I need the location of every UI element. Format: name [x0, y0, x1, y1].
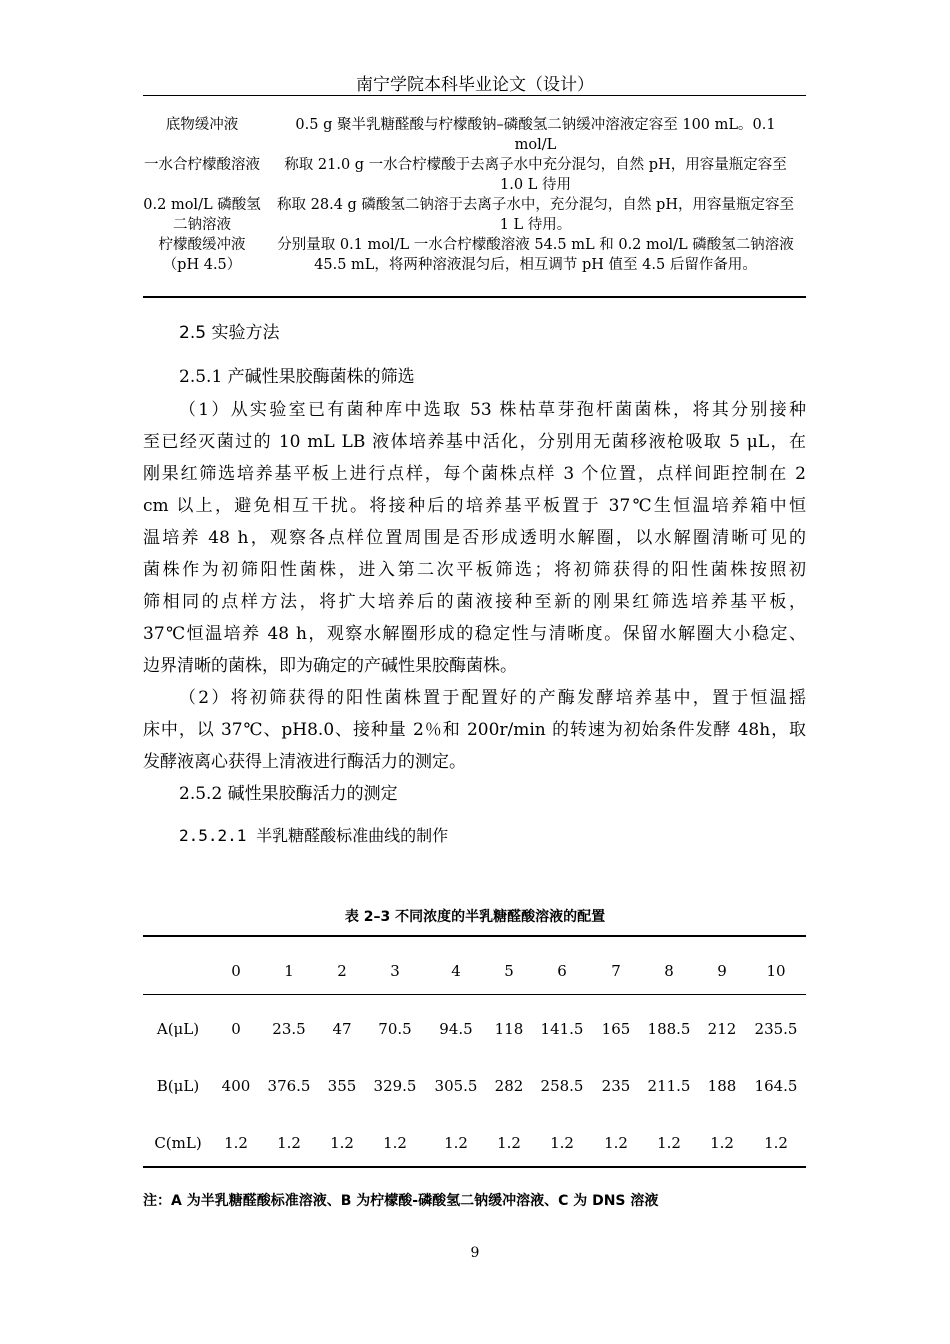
table-cell: 0 — [231, 1020, 241, 1038]
reagent-desc: 称取 28.4 g 磷酸氢二钠溶于去离子水中，充分混匀，自然 pH，用容量瓶定容至 1 L 待用。 — [277, 197, 794, 233]
table-cell: 1.2 — [330, 1134, 354, 1152]
header-rule — [143, 95, 806, 96]
subsection-heading: 2.5.1 产碱性果胶酶菌株的筛选 — [179, 367, 415, 387]
table-cell: 1.2 — [383, 1134, 407, 1152]
column-header: 2 — [337, 962, 347, 980]
column-header: 0 — [231, 962, 241, 980]
column-header: 10 — [766, 962, 786, 980]
table-bottom-rule — [143, 1166, 806, 1168]
reagent-table — [143, 115, 806, 275]
paragraph-line: 至已经灭菌过的 10 mL LB 液体培养基中活化，分别用无菌移液枪吸取 5 μL，在 — [143, 432, 806, 452]
table-cell: 1.2 — [497, 1134, 521, 1152]
reagent-desc: 分别量取 0.1 mol/L 一水合柠檬酸溶液 54.5 mL 和 0.2 mol/L 磷酸氢二钠溶液 45.5 mL，将两种溶液混匀后，相互调节 pH 值至 4.5 后留作备用。 — [277, 237, 794, 273]
column-header: 9 — [717, 962, 727, 980]
reagent-desc: 0.5 g 聚半乳糖醛酸与柠檬酸钠–磷酸氢二钠缓冲溶液定容至 100 mL。0.1 mol/L — [295, 117, 776, 153]
paragraph-line: 床中，以 37℃、pH8.0、接种量 2％和 200r/min 的转速为初始条件发酵 48h，取 — [143, 720, 806, 740]
table-row — [143, 235, 806, 275]
section-heading: 2.5 实验方法 — [179, 323, 280, 343]
table-cell: 329.5 — [373, 1077, 417, 1095]
reagent-name: 柠檬酸缓冲液（pH 4.5） — [158, 237, 246, 273]
table-cell: 188 — [707, 1077, 737, 1095]
table-cell: 118 — [494, 1020, 524, 1038]
reagent-name: 0.2 mol/L 磷酸氢二钠溶液 — [143, 197, 261, 233]
paragraph-line: 温培养 48 h，观察各点样位置周围是否形成透明水解圈，以水解圈清晰可见的 — [143, 528, 806, 548]
table-cell: 258.5 — [540, 1077, 584, 1095]
table-cell: 355 — [327, 1077, 357, 1095]
table-row — [143, 195, 806, 235]
table-cell: 235.5 — [754, 1020, 798, 1038]
table-cell: 400 — [221, 1077, 251, 1095]
paragraph-line: 边界清晰的菌株，即为确定的产碱性果胶酶菌株。 — [143, 656, 517, 676]
table-top-rule — [143, 935, 806, 937]
paragraph-line: 筛相同的点样方法，将扩大培养后的菌液接种至新的刚果红筛选培养基平板， — [143, 592, 806, 612]
table-cell: 1.2 — [604, 1134, 628, 1152]
row-label: A(μL) — [156, 1020, 200, 1038]
table-cell: 23.5 — [272, 1020, 306, 1038]
column-header: 4 — [451, 962, 461, 980]
column-header: 6 — [557, 962, 567, 980]
column-header: 7 — [611, 962, 621, 980]
table-cell: 1.2 — [710, 1134, 734, 1152]
table-cell: 1.2 — [550, 1134, 574, 1152]
row-label: B(μL) — [156, 1077, 200, 1095]
row-label: C(mL) — [154, 1134, 202, 1152]
table-caption: 表 2–3 不同浓度的半乳糖醛酸溶液的配置 — [344, 909, 606, 925]
reagent-desc: 称取 21.0 g 一水合柠檬酸于去离子水中充分混匀，自然 pH，用容量瓶定容至 1.0 L 待用 — [284, 157, 787, 193]
table-cell: 165 — [601, 1020, 631, 1038]
table-cell: 1.2 — [224, 1134, 248, 1152]
reagent-name: 底物缓冲液 — [165, 117, 239, 133]
paragraph-line: （1）从实验室已有菌种库中选取 53 株枯草芽孢杆菌菌株，将其分别接种 — [179, 400, 806, 420]
paragraph-line: 菌株作为初筛阳性菌株，进入第二次平板筛选；将初筛获得的阳性菌株按照初 — [143, 560, 806, 580]
table-cell: 305.5 — [434, 1077, 478, 1095]
paragraph-line: 37℃恒温培养 48 h，观察水解圈形成的稳定性与清晰度。保留水解圈大小稳定、 — [143, 624, 806, 644]
column-header: 1 — [284, 962, 294, 980]
table-cell: 1.2 — [444, 1134, 468, 1152]
running-header: 南宁学院本科毕业论文（设计） — [356, 75, 594, 95]
table-cell: 212 — [707, 1020, 737, 1038]
table-cell: 211.5 — [647, 1077, 691, 1095]
page-number: 9 — [470, 1245, 480, 1261]
paragraph-line: 发酵液离心获得上清液进行酶活力的测定。 — [143, 752, 466, 772]
table-cell: 141.5 — [540, 1020, 584, 1038]
column-header: 5 — [504, 962, 514, 980]
paragraph-line: cm 以上，避免相互干扰。将接种后的培养基平板置于 37℃生恒温培养箱中恒 — [143, 496, 806, 516]
paragraph-line: （2）将初筛获得的阳性菌株置于配置好的产酶发酵培养基中，置于恒温摇 — [179, 688, 806, 708]
table-cell: 70.5 — [378, 1020, 412, 1038]
paragraph-line: 刚果红筛选培养基平板上进行点样，每个菌株点样 3 个位置，点样间距控制在 2 — [143, 464, 806, 484]
table-note: 注：A 为半乳糖醛酸标准溶液、B 为柠檬酸-磷酸氢二钠缓冲溶液、C 为 DNS 溶液 — [143, 1193, 659, 1209]
table-cell: 1.2 — [277, 1134, 301, 1152]
table-row — [143, 115, 806, 155]
table-cell: 235 — [601, 1077, 631, 1095]
table-cell: 94.5 — [439, 1020, 473, 1038]
table-cell: 188.5 — [647, 1020, 691, 1038]
table-row — [143, 155, 806, 195]
reagent-table-bottom-rule — [143, 296, 806, 298]
table-header-rule — [143, 994, 806, 995]
column-header: 8 — [664, 962, 674, 980]
table-cell: 164.5 — [754, 1077, 798, 1095]
table-cell: 1.2 — [764, 1134, 788, 1152]
reagent-name: 一水合柠檬酸溶液 — [144, 157, 260, 173]
column-header: 3 — [390, 962, 400, 980]
table-cell: 282 — [494, 1077, 524, 1095]
subsubsection-heading: 2.5.2.1 半乳糖醛酸标准曲线的制作 — [179, 826, 449, 845]
table-cell: 47 — [332, 1020, 352, 1038]
subsection-heading: 2.5.2 碱性果胶酶活力的测定 — [179, 784, 398, 804]
table-cell: 376.5 — [267, 1077, 311, 1095]
table-cell: 1.2 — [657, 1134, 681, 1152]
